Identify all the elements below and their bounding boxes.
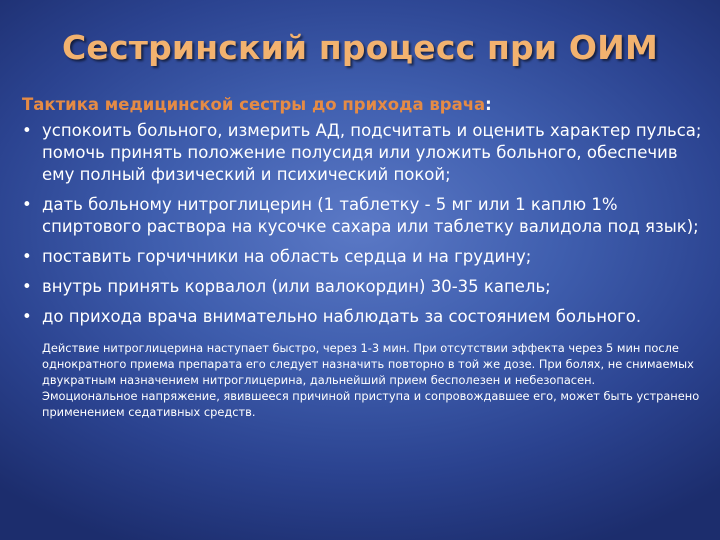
subtitle-colon: : bbox=[485, 95, 492, 114]
bullet-dot-icon: • bbox=[22, 121, 32, 140]
bullet-dot-icon: • bbox=[22, 277, 32, 296]
bullet-text: дать больному нитроглицерин (1 таблетку - 5 мг или 1 каплю 1% спиртового раствора на кусочке сахара или таблетку валидола под язык); bbox=[42, 195, 699, 236]
bullet-item bbox=[22, 276, 702, 298]
bullet-text: до прихода врача внимательно наблюдать за состоянием больного. bbox=[42, 307, 642, 326]
footnote-paragraph: Эмоциональное напряжение, явившееся причиной приступа и сопровождавшее его, может быть устранено применением седативных средств. bbox=[42, 389, 700, 419]
subtitle-text: Тактика медицинской сестры до прихода врача bbox=[22, 95, 486, 114]
bullet-item bbox=[22, 194, 702, 238]
footnote-paragraph: Действие нитроглицерина наступает быстро, через 1-3 мин. При отсутствии эффекта через 5 мин после однократного приема препарата его следует назначить повторно в той же дозе. При болях, не снимаемых двукратным назначением нитроглицерина, дальнейший прием бесполезен и небезопасен. bbox=[42, 341, 694, 387]
bullet-dot-icon: • bbox=[22, 247, 32, 266]
bullet-text: помочь принять положение полусидя или уложить больного, обеспечив ему полный физический и психический покой; bbox=[42, 143, 678, 184]
slide-content bbox=[22, 94, 702, 420]
slide-title: Сестринский процесс при ОИМ bbox=[61, 28, 659, 67]
bullet-dot-icon: • bbox=[22, 195, 32, 214]
bullet-text: поставить горчичники на область сердца и на грудину; bbox=[42, 247, 532, 266]
bullet-text: успокоить больного, измерить АД, подсчитать и оценить характер пульса; bbox=[42, 121, 702, 140]
bullet-list bbox=[22, 120, 702, 328]
bullet-dot-icon: • bbox=[22, 307, 32, 326]
bullet-text: внутрь принять корвалол (или валокордин) 30-35 капель; bbox=[42, 277, 551, 296]
subtitle bbox=[22, 94, 702, 116]
footnote bbox=[42, 340, 702, 420]
bullet-item bbox=[22, 246, 702, 268]
bullet-item bbox=[22, 306, 702, 328]
bullet-item bbox=[22, 120, 702, 186]
